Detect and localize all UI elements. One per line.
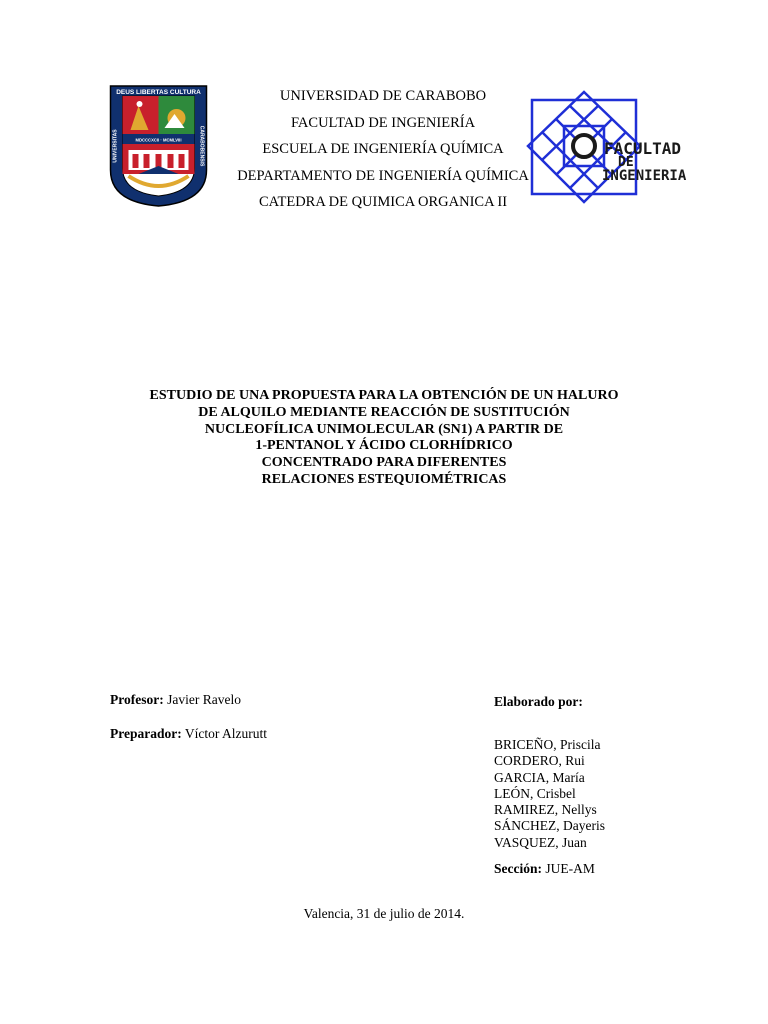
school-name: ESCUELA DE INGENIERÍA QUÍMICA [262, 141, 504, 157]
section-line [494, 861, 595, 877]
institution-header [200, 83, 566, 216]
logo-text-de: DE [618, 155, 634, 170]
author-name: SÁNCHEZ, Dayeris [494, 818, 605, 834]
title-line: CONCENTRADO PARA DIFERENTES [261, 455, 507, 471]
author-name: VASQUEZ, Juan [494, 834, 587, 850]
title-line: NUCLEOFÍLICA UNIMOLECULAR (SN1) A PARTIR DE [204, 421, 564, 437]
department-name: DEPARTAMENTO DE INGENIERÍA QUÍMICA [237, 167, 529, 184]
seal-side-right: CARABOBENSIS [198, 125, 205, 167]
profesor-line [110, 692, 241, 708]
title-line: RELACIONES ESTEQUIOMÉTRICAS [261, 471, 507, 487]
author-name: GARCIA, María [494, 769, 585, 785]
document-title [110, 388, 658, 489]
logo-text-ingenieria: INGENIERIA [602, 168, 687, 184]
title-line: DE ALQUILO MEDIANTE REACCIÓN DE SUSTITUCIÓN [198, 404, 570, 420]
place-date: Valencia, 31 de julio de 2014. [303, 906, 465, 921]
section-label: Sección: [494, 861, 542, 876]
profesor-name: Javier Ravelo [167, 692, 241, 707]
title-line: 1-PENTANOL Y ÁCIDO CLORHÍDRICO [255, 438, 513, 454]
seal-year: MDCCCXCII · MCMLVIII [135, 137, 182, 143]
author-name: LEÓN, Crisbel [494, 785, 576, 801]
preparador-line [110, 726, 267, 742]
seal-side-left: UNIVERSITAS [112, 129, 119, 163]
course-name: CATEDRA DE QUIMICA ORGANICA II [258, 194, 508, 210]
title-line: ESTUDIO DE UNA PROPUESTA PARA LA OBTENCIÓN DE UN HALURO [149, 388, 619, 403]
authors-list [494, 737, 605, 851]
seal-motto: DEUS LIBERTAS CULTURA [116, 89, 201, 96]
faculty-name: FACULTAD DE INGENIERÍA [290, 114, 476, 131]
author-name: BRICEÑO, Priscila [494, 737, 601, 752]
section-value: JUE-AM [545, 861, 595, 876]
profesor-label: Profesor: [110, 692, 164, 707]
author-name: CORDERO, Rui [494, 753, 585, 769]
author-name: RAMIREZ, Nellys [494, 802, 597, 818]
logo-text-facultad: FACULTAD [604, 139, 682, 158]
university-name: UNIVERSIDAD DE CARABOBO [279, 88, 487, 104]
universidad-carabobo-seal [108, 84, 209, 208]
preparador-label: Preparador: [110, 726, 182, 741]
authors-heading: Elaborado por: [494, 694, 583, 709]
facultad-ingenieria-logo [526, 90, 692, 205]
preparador-name: Víctor Alzurutt [184, 726, 267, 741]
